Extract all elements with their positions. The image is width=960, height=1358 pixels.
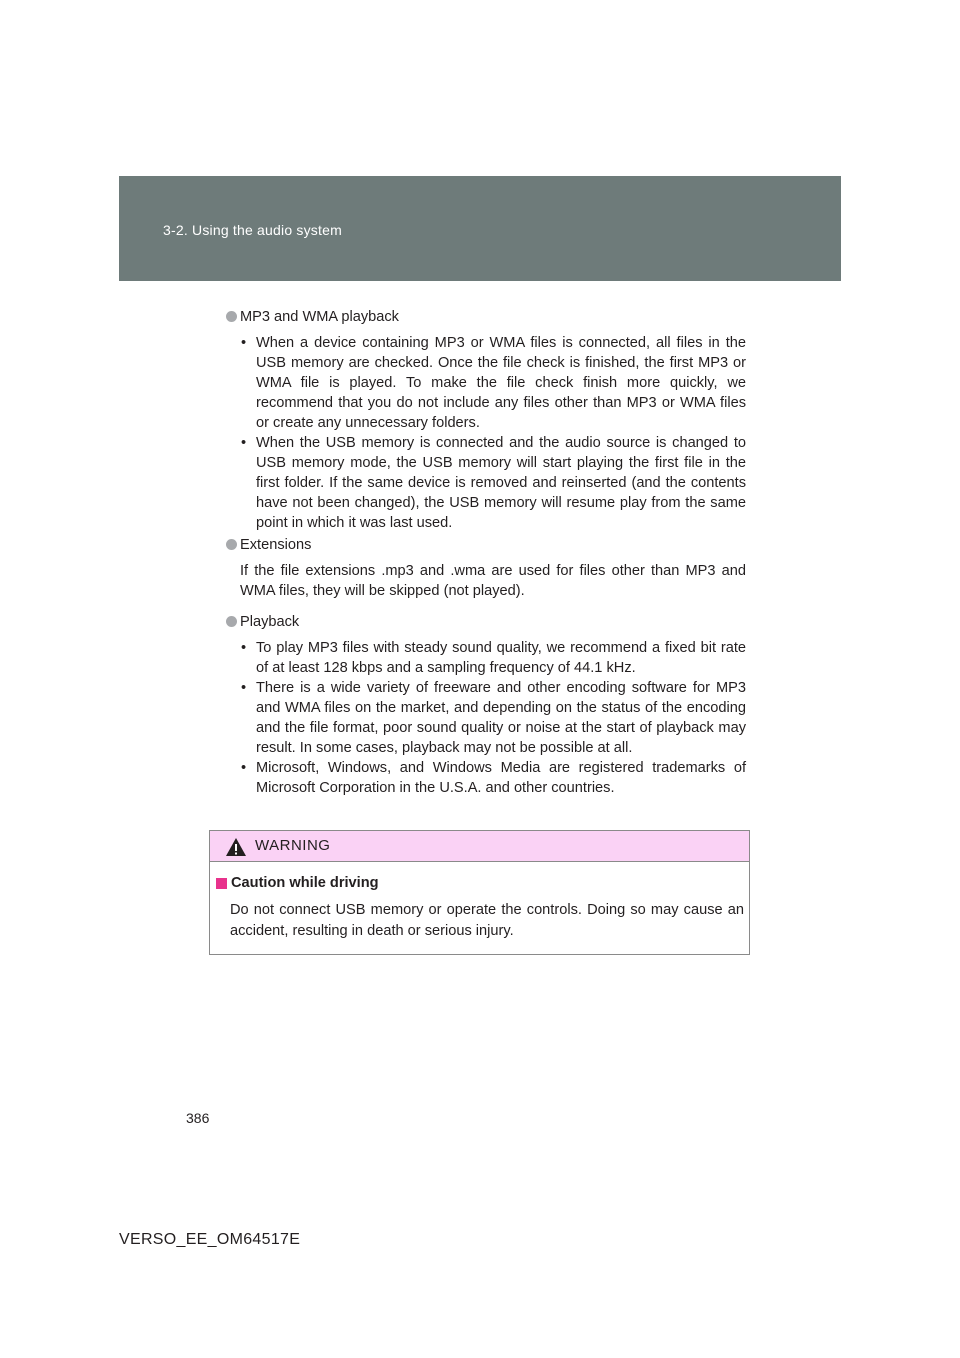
circle-bullet-icon	[226, 539, 237, 550]
section-heading	[226, 307, 746, 327]
bullet-list	[240, 638, 746, 798]
list-item: • To play MP3 files with steady sound quality, we recommend a fixed bit rate of at least 128 kbps and a sampling frequency of 44.1 kHz.	[240, 638, 746, 678]
section-heading	[226, 535, 746, 555]
list-item: • Microsoft, Windows, and Windows Media are registered trademarks of Microsoft Corporation in the U.S.A. and other countries.	[240, 758, 746, 798]
warning-subheading	[216, 875, 379, 891]
warning-header	[210, 831, 749, 862]
warning-title: WARNING	[255, 837, 331, 854]
warning-box	[209, 830, 750, 955]
header-band	[119, 176, 841, 281]
list-item: • There is a wide variety of freeware and other encoding software for MP3 and WMA files on the market, and depending on the status of the encoding and the file format, poor sound quality or noise at the start of playback may result. In some cases, playback may not be possible at all.	[240, 678, 746, 758]
section-heading	[226, 612, 746, 632]
paragraph: If the file extensions .mp3 and .wma are used for files other than MP3 and WMA files, they will be skipped (not played).	[240, 563, 746, 599]
section-heading-text: Playback	[240, 614, 300, 630]
bullet-list	[240, 333, 746, 533]
warning-subheading-text: Caution while driving	[231, 875, 379, 891]
section-mp3-wma-playback	[226, 307, 746, 533]
section-heading-text: MP3 and WMA playback	[240, 309, 399, 325]
warning-triangle-icon	[225, 837, 247, 857]
square-bullet-icon	[216, 878, 227, 889]
section-playback	[226, 612, 746, 798]
document-code: VERSO_EE_OM64517E	[119, 1231, 301, 1248]
circle-bullet-icon	[226, 616, 237, 627]
warning-text: Do not connect USB memory or operate the controls. Doing so may cause an accident, resulting in death or serious injury.	[230, 902, 744, 939]
list-item: • When the USB memory is connected and the audio source is changed to USB memory mode, the USB memory will start playing the first file in the first folder. If the same device is removed and reinserted (and the contents have not been changed), the USB memory will resume play from the same point in which it was last used.	[240, 433, 746, 533]
section-heading-text: Extensions	[240, 537, 312, 553]
circle-bullet-icon	[226, 311, 237, 322]
page-number: 386	[186, 1110, 210, 1126]
list-item: • When a device containing MP3 or WMA files is connected, all files in the USB memory are checked. Once the file check is finished, the first MP3 or WMA file is played. To make the file check finish more quickly, we recommend that you do not include any files other than MP3 or WMA files or create any unnecessary folders.	[240, 333, 746, 433]
main-content	[226, 307, 746, 798]
section-title: 3-2. Using the audio system	[163, 222, 342, 238]
section-extensions	[226, 535, 746, 601]
